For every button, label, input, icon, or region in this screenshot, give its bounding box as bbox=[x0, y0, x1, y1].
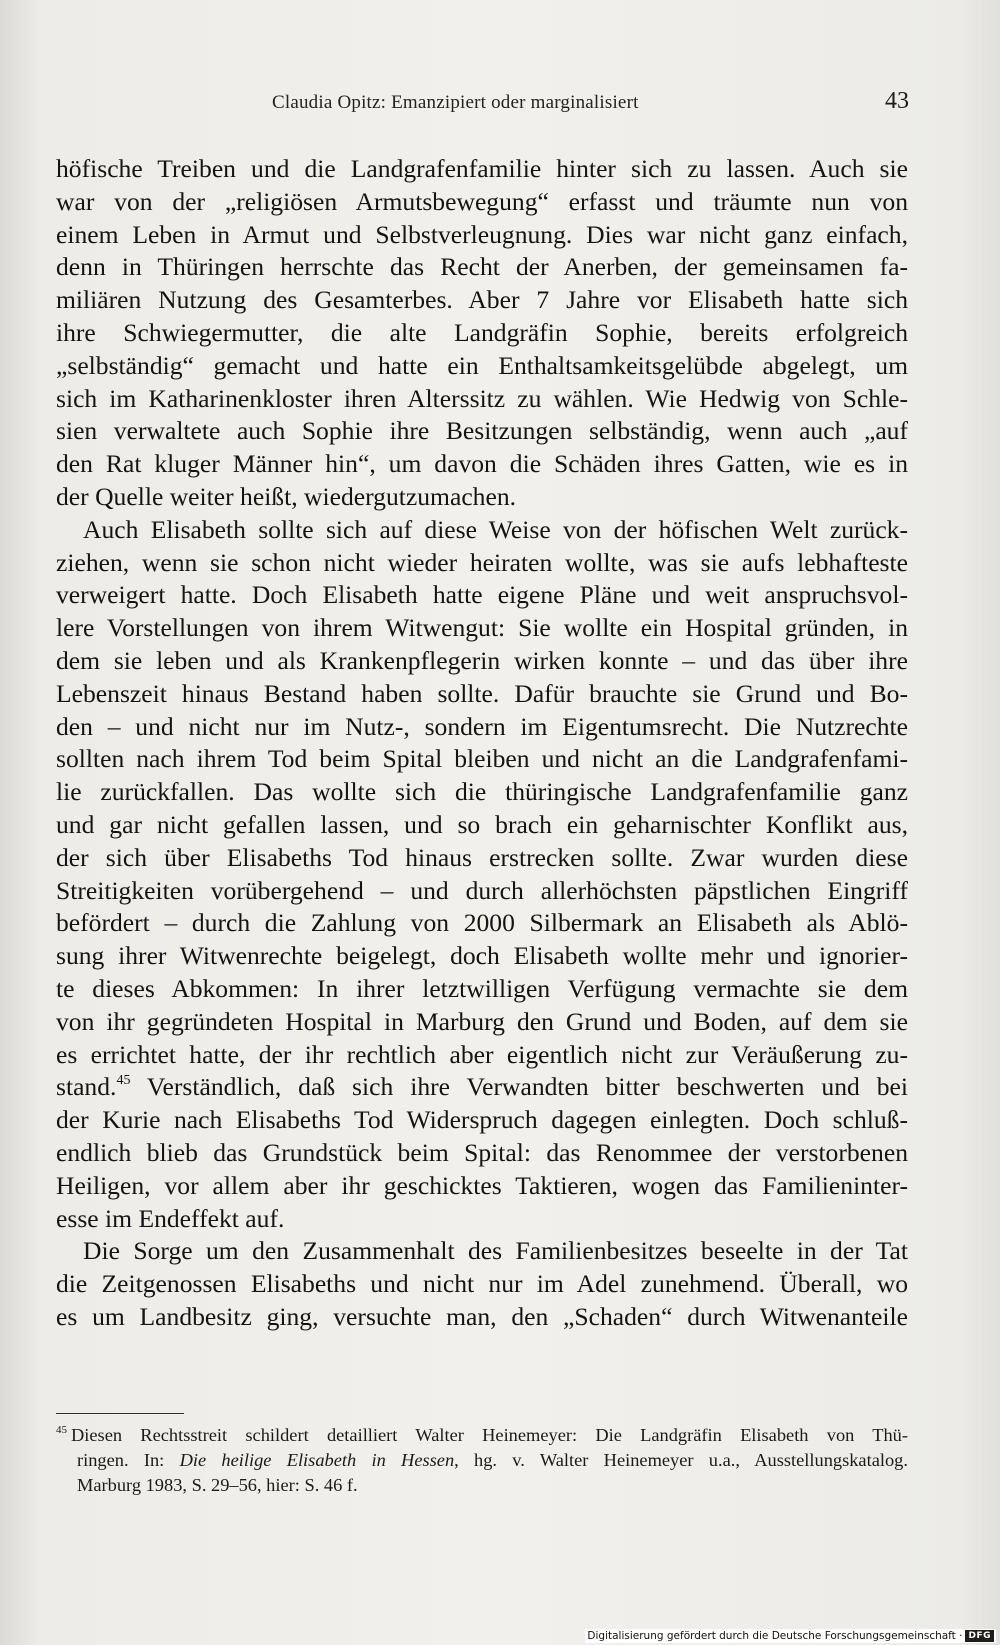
footnote-line: Marburg 1983, S. 29–56, hier: S. 46 f. bbox=[77, 1475, 358, 1495]
footnote-title: Die heilige Elisabeth in Hessen bbox=[179, 1450, 455, 1470]
text-line: und gar nicht gefallen lassen, und so brach ein geharnischter Konflikt aus, bbox=[56, 809, 908, 839]
footnote-line bbox=[56, 1423, 908, 1448]
text-line: sich im Katharinenkloster ihren Alterssitz zu wählen. Wie Hedwig von Schle- bbox=[56, 383, 908, 413]
text-line: lie zurückfallen. Das wollte sich die thüringische Landgrafenfamilie ganz bbox=[56, 777, 908, 807]
text-line: Streitigkeiten vorübergehend – und durch allerhöchsten päpstlichen Eingriff bbox=[56, 875, 908, 905]
page-number: 43 bbox=[885, 88, 909, 114]
text-line: miliären Nutzung des Gesamterbes. Aber 7 Jahre vor Elisabeth hatte sich bbox=[56, 285, 908, 315]
text-line: den – und nicht nur im Nutz-, sondern im Eigentumsrecht. Die Nutzrechte bbox=[56, 711, 908, 741]
text-line: der Kurie nach Elisabeths Tod Widerspruch dagegen einlegten. Doch schluß- bbox=[56, 1105, 908, 1135]
text-line: te dieses Abkommen: In ihrer letztwilligen Verfügung vermachte sie dem bbox=[56, 973, 908, 1003]
footnote-line bbox=[56, 1448, 908, 1473]
text-line-with-note bbox=[56, 1071, 908, 1104]
text-line: die Zeitgenossen Elisabeths und nicht nur im Adel zunehmend. Überall, wo bbox=[56, 1269, 908, 1299]
text-line: ziehen, wenn sie schon nicht wieder heiraten wollte, was sie aufs lebhafteste bbox=[56, 547, 908, 577]
footnote-block bbox=[56, 1423, 908, 1498]
text-line: es um Landbesitz ging, versuchte man, den „Schaden“ durch Witwenanteile bbox=[56, 1301, 908, 1331]
text-line: Die Sorge um den Zusammenhalt des Familienbesitzes beseelte in der Tat bbox=[83, 1236, 908, 1266]
text-line: sien verwaltete auch Sophie ihre Besitzungen selbständig, wenn auch „auf bbox=[56, 416, 908, 446]
dfg-logo: DFG bbox=[965, 1630, 994, 1642]
text-line: lere Vorstellungen von ihrem Witwengut: Sie wollte ein Hospital gründen, in bbox=[56, 613, 908, 643]
text-line: ihre Schwiegermutter, die alte Landgräfin Sophie, bereits erfolgreich bbox=[56, 317, 908, 347]
text-line: war von der „religiösen Armutsbewegung“ erfasst und träumte nun von bbox=[56, 186, 908, 216]
text-line: von ihr gegründeten Hospital in Marburg den Grund und Boden, auf dem sie bbox=[56, 1006, 908, 1036]
text-line: Lebenszeit hinaus Bestand haben sollte. Dafür brauchte sie Grund und Bo- bbox=[56, 678, 908, 708]
text-line: esse im Endeffekt auf. bbox=[56, 1203, 285, 1233]
text-line: sollten nach ihrem Tod beim Spital bleiben und nicht an die Landgrafenfami- bbox=[56, 744, 908, 774]
text-line: es errichtet hatte, der ihr rechtlich aber eigentlich nicht zur Veräußerung zu- bbox=[56, 1039, 908, 1069]
footnote-text: , hg. v. Walter Heinemeyer u.a., Ausstellungskatalog. bbox=[454, 1450, 908, 1470]
text-line: verweigert hatte. Doch Elisabeth hatte eigene Pläne und weit anspruchsvol- bbox=[56, 580, 908, 610]
text-line: „selbständig“ gemacht und hatte ein Enthaltsamkeitsgelübde abgelegt, um bbox=[56, 350, 908, 380]
text-line: befördert – durch die Zahlung von 2000 Silbermark an Elisabeth als Ablö- bbox=[56, 908, 908, 938]
text-line: denn in Thüringen herrschte das Recht der Anerben, der gemeinsamen fa- bbox=[56, 252, 908, 282]
text-line: den Rat kluger Männer hin“, um davon die Schäden ihres Gatten, wie es in bbox=[56, 449, 908, 479]
text-line: einem Leben in Armut und Selbstverleugnung. Dies war nicht ganz einfach, bbox=[56, 219, 908, 249]
footnote-text: ringen. In: bbox=[77, 1450, 180, 1470]
credit-text: Digitalisierung gefördert durch die Deutsche Forschungsgemeinschaft · bbox=[587, 1630, 963, 1642]
text-line: der sich über Elisabeths Tod hinaus erstrecken sollte. Zwar wurden diese bbox=[56, 842, 908, 872]
text-line: Auch Elisabeth sollte sich auf diese Weise von der höfischen Welt zurück- bbox=[83, 514, 908, 544]
text-line: Heiligen, vor allem aber ihr geschicktes Taktieren, wogen das Familieninter- bbox=[56, 1170, 908, 1200]
text-fragment: stand. bbox=[56, 1072, 117, 1102]
body-text bbox=[56, 153, 908, 1334]
footnote-reference[interactable]: 45 bbox=[116, 1073, 131, 1089]
footnote-text: Diesen Rechtsstreit schildert detailliert Walter Heinemeyer: Die Landgräfin Elisabeth von Thü- bbox=[71, 1425, 908, 1445]
digitization-credit bbox=[585, 1629, 996, 1643]
text-line: endlich blieb das Grundstück beim Spital: das Renommee der verstorbenen bbox=[56, 1137, 908, 1167]
text-line: dem sie leben und als Krankenpflegerin wirken konnte – und das über ihre bbox=[56, 645, 908, 675]
footnote-divider bbox=[56, 1413, 184, 1414]
footnote-number: 45 bbox=[56, 1424, 67, 1436]
text-line: höfische Treiben und die Landgrafenfamilie hinter sich zu lassen. Auch sie bbox=[56, 154, 908, 183]
text-line: sung ihrer Witwenrechte beigelegt, doch Elisabeth wollte mehr und ignorier- bbox=[56, 941, 908, 971]
text-line: der Quelle weiter heißt, wiedergutzumachen. bbox=[56, 481, 517, 511]
text-fragment: Verständlich, daß sich ihre Verwandten bitter beschwerten und bei bbox=[146, 1072, 908, 1102]
running-head: Claudia Opitz: Emanzipiert oder marginalisiert bbox=[272, 92, 639, 113]
